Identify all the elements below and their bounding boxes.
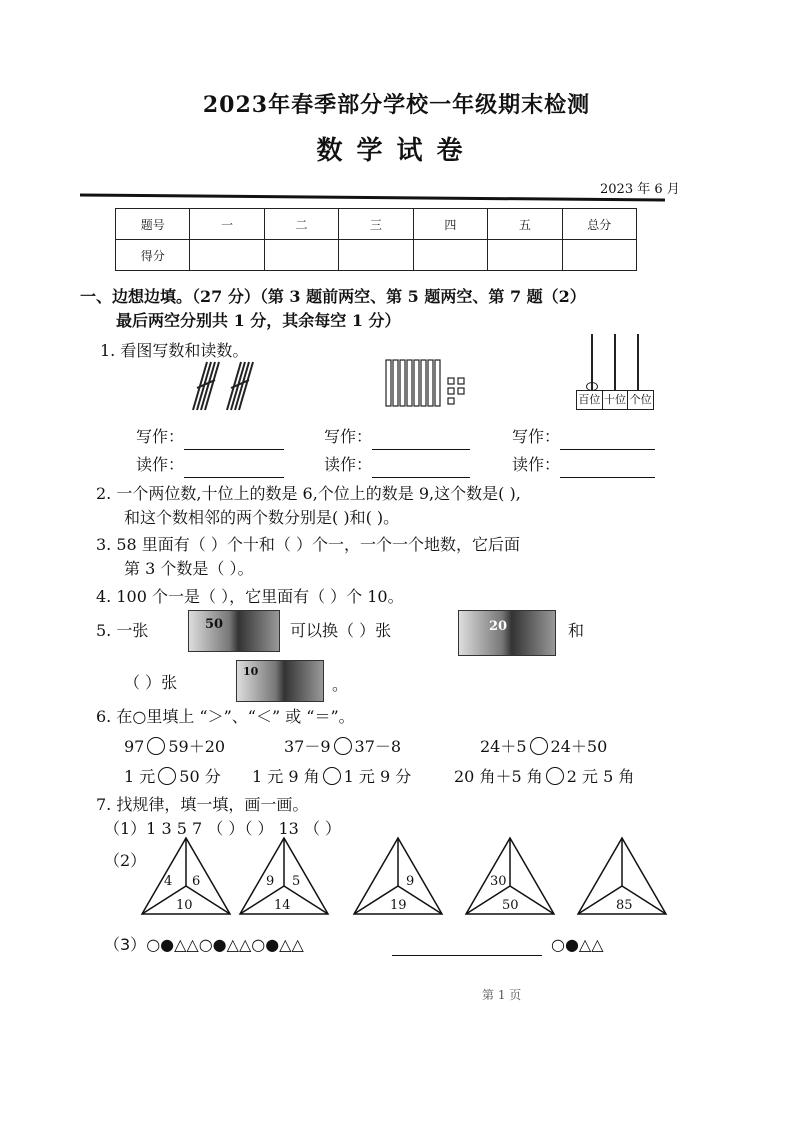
exam-subject: 数学试卷 xyxy=(316,136,477,166)
compare-right: 37－8 xyxy=(354,737,402,756)
score-input[interactable] xyxy=(190,240,264,271)
compare-circle-blank[interactable] xyxy=(147,737,165,755)
triangle-bottom-number: 50 xyxy=(502,898,519,913)
score-cell: 题号 xyxy=(116,209,190,240)
compare-left: 1 元 9 角 xyxy=(252,767,320,786)
triangle-bottom-number: 14 xyxy=(274,898,291,913)
compare-right: 50 分 xyxy=(179,767,221,786)
read-row-1 xyxy=(136,452,284,478)
abacus-base xyxy=(576,390,654,410)
score-input[interactable] xyxy=(488,240,562,271)
triangle-left-number: 9 xyxy=(266,874,275,889)
question-4: 4. 100 个一是（ ），它里面有（ ）个 10。 xyxy=(96,587,404,606)
cube-rods-figure xyxy=(384,358,474,410)
compare-right: 1 元 9 分 xyxy=(343,767,412,786)
question-3-line1: 3. 58 里面有（ ）个十和（ ）个一，一个一个地数，它后面 xyxy=(96,535,520,554)
shape-sequence: ○●△△○●△△○●△△ xyxy=(146,935,304,954)
score-table xyxy=(115,208,637,271)
compare-circle-blank[interactable] xyxy=(334,737,352,755)
stick-bundles-figure xyxy=(185,358,265,414)
score-row-header xyxy=(116,209,637,240)
compare-circle-blank[interactable] xyxy=(158,767,176,785)
question-5-part3: 和 xyxy=(568,621,585,640)
banknote-50-image xyxy=(188,610,280,652)
write-answer-blank[interactable] xyxy=(372,433,470,450)
triangle-right-number: 6 xyxy=(192,874,201,889)
pattern-3-row xyxy=(104,932,304,958)
pattern-sequence-1: （1）1 3 5 7 （ ）（ ） 13 （ ） xyxy=(104,819,342,838)
number-triangle xyxy=(352,836,444,918)
number-triangle xyxy=(238,836,330,918)
triangle-left-number: 30 xyxy=(490,874,507,889)
pattern-3-label: （3） xyxy=(104,935,147,954)
number-triangle xyxy=(140,836,232,918)
write-row-3 xyxy=(512,424,655,450)
compare-item xyxy=(284,734,401,760)
read-label: 读作： xyxy=(324,455,373,474)
compare-left: 37－9 xyxy=(284,737,331,756)
compare-item xyxy=(252,764,411,790)
question-5-part2: 可以换（ ）张 xyxy=(290,621,392,640)
compare-circle-blank[interactable] xyxy=(530,737,548,755)
compare-left: 20 角＋5 角 xyxy=(454,767,543,786)
question-3-line2: 第 3 个数是（ ）。 xyxy=(124,559,254,578)
score-cell: 得分 xyxy=(116,240,190,271)
banknote-value: 50 xyxy=(205,617,224,632)
write-row-1 xyxy=(136,424,284,450)
read-answer-blank[interactable] xyxy=(372,461,470,478)
write-row-2 xyxy=(324,424,470,450)
write-answer-blank[interactable] xyxy=(184,433,284,450)
read-answer-blank[interactable] xyxy=(560,461,655,478)
pattern-2-label: （2） xyxy=(104,851,147,870)
compare-right: 59＋20 xyxy=(168,737,226,756)
score-cell: 总分 xyxy=(562,209,636,240)
triangle-bottom-number: 85 xyxy=(616,898,633,913)
score-cell: 三 xyxy=(339,209,413,240)
banknote-10-image xyxy=(236,660,324,702)
abacus-figure xyxy=(574,334,654,414)
compare-right: 2 元 5 角 xyxy=(566,767,635,786)
section-heading: 一、边想边填。（27 分）（第 3 题前两空、第 5 题两空、第 7 题（2） xyxy=(80,287,586,306)
compare-item xyxy=(124,734,225,760)
banknote-value: 20 xyxy=(489,619,508,634)
compare-right: 24＋50 xyxy=(550,737,608,756)
score-input[interactable] xyxy=(339,240,413,271)
write-answer-blank[interactable] xyxy=(560,433,655,450)
compare-item xyxy=(124,764,221,790)
question-5-part1: 5. 一张 xyxy=(96,621,149,640)
read-answer-blank[interactable] xyxy=(184,461,284,478)
shape-sequence-tail: ○●△△ xyxy=(551,935,604,954)
exam-date: 2023 年 6 月 xyxy=(600,182,680,197)
compare-left: 24＋5 xyxy=(480,737,527,756)
pattern-answer-blank[interactable] xyxy=(392,955,542,956)
score-cell: 四 xyxy=(413,209,487,240)
compare-circle-blank[interactable] xyxy=(323,767,341,785)
triangle-right-number: 5 xyxy=(292,874,301,889)
score-cell: 一 xyxy=(190,209,264,240)
abacus-rod xyxy=(614,334,616,390)
compare-item xyxy=(454,764,634,790)
score-row-values xyxy=(116,240,637,271)
abacus-label: 百位 xyxy=(577,391,603,409)
triangle-right-number: 9 xyxy=(406,874,415,889)
stick-bundle xyxy=(193,362,219,410)
banknote-value: 10 xyxy=(243,665,259,678)
write-label: 写作： xyxy=(324,427,373,446)
triangle-left-number: 4 xyxy=(164,874,173,889)
read-label: 读作： xyxy=(512,455,561,474)
score-cell: 二 xyxy=(264,209,338,240)
stick-bundle xyxy=(227,362,253,410)
question-2-line2: 和这个数相邻的两个数分别是( )和( )。 xyxy=(124,508,400,527)
question-5-part5: 。 xyxy=(332,675,349,694)
compare-item xyxy=(480,734,607,760)
triangle-bottom-number: 19 xyxy=(390,898,407,913)
compare-left: 97 xyxy=(124,737,145,756)
write-label: 写作： xyxy=(512,427,561,446)
score-cell: 五 xyxy=(488,209,562,240)
compare-circle-blank[interactable] xyxy=(546,767,564,785)
score-input[interactable] xyxy=(264,240,338,271)
read-label: 读作： xyxy=(136,455,185,474)
number-triangle xyxy=(576,836,668,918)
score-input[interactable] xyxy=(562,240,636,271)
compare-left: 1 元 xyxy=(124,767,156,786)
score-input[interactable] xyxy=(413,240,487,271)
question-6: 6. 在○里填上 “＞”、“＜” 或 “＝”。 xyxy=(96,707,355,726)
write-label: 写作： xyxy=(136,427,185,446)
triangle-bottom-number: 10 xyxy=(176,898,193,913)
header-rule xyxy=(80,193,665,201)
read-row-3 xyxy=(512,452,655,478)
section-heading-cont: 最后两空分别共 1 分，其余每空 1 分） xyxy=(116,311,401,330)
question-1: 1. 看图写数和读数。 xyxy=(100,341,249,360)
number-triangle xyxy=(464,836,556,918)
question-2-line1: 2. 一个两位数,十位上的数是 6,个位上的数是 9,这个数是( ), xyxy=(96,484,521,503)
abacus-label: 十位 xyxy=(603,391,629,409)
page-number: 第 1 页 xyxy=(482,988,522,1002)
abacus-rod xyxy=(637,334,639,390)
exam-title: 2023年春季部分学校一年级期末检测 xyxy=(202,92,591,118)
question-5-part4: （ ）张 xyxy=(124,673,178,692)
question-7: 7. 找规律，填一填，画一画。 xyxy=(96,795,309,814)
banknote-20-image xyxy=(458,610,556,656)
read-row-2 xyxy=(324,452,470,478)
abacus-label: 个位 xyxy=(629,393,652,406)
